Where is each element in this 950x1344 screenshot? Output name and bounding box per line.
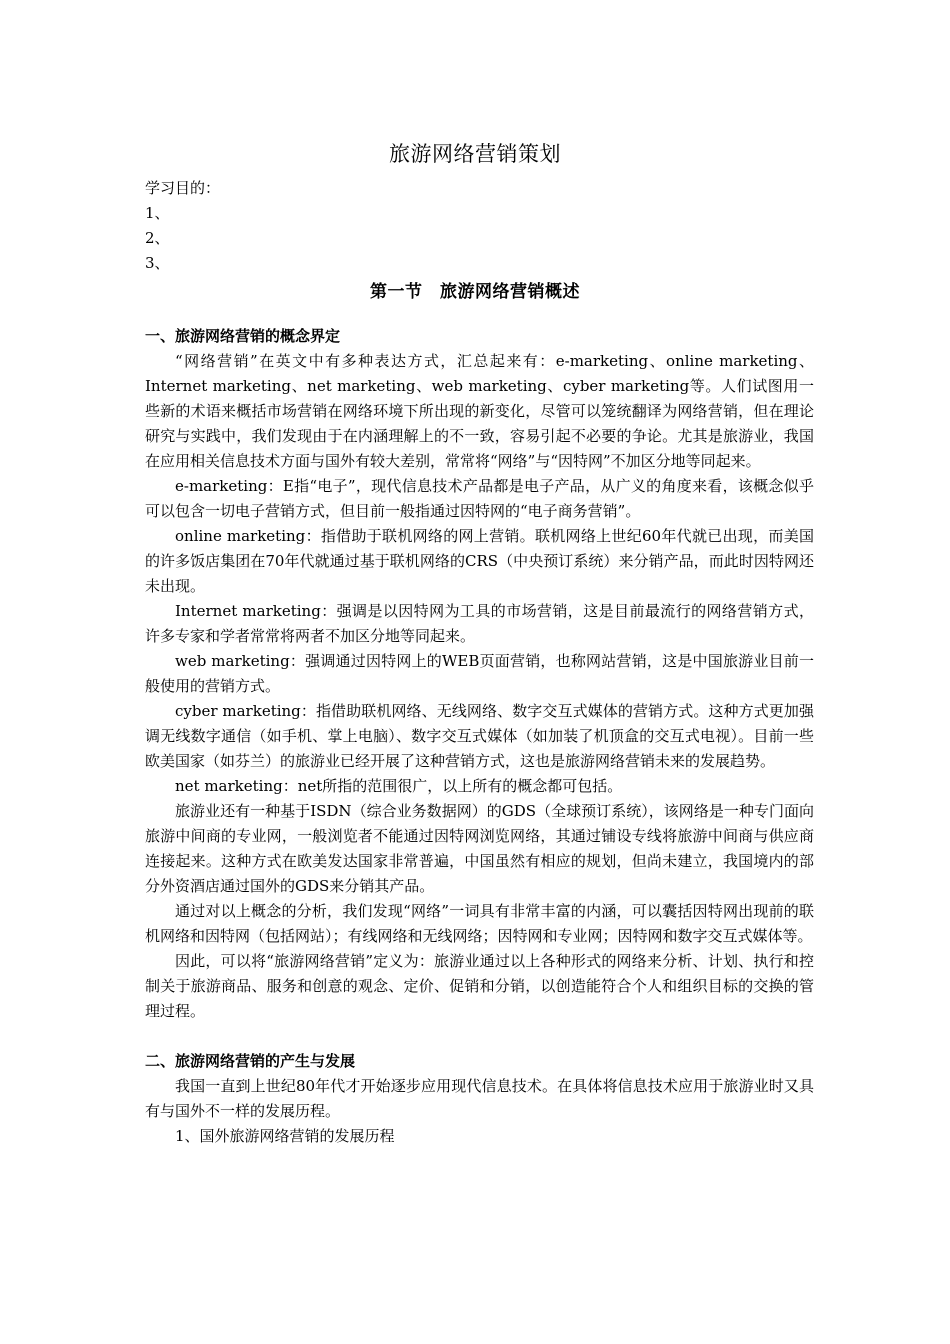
- spacer: [145, 1024, 814, 1049]
- paragraph: online marketing：指借助于联机网络的网上营销。联机网络上世纪60年代就已出现，而美国的许多饭店集团在70年代就通过基于联机网络的CRS（中央预订系统）来分销产品，而此时因特网还未出现。: [145, 527, 814, 595]
- document-title: 旅游网络营销策划: [389, 142, 561, 166]
- objective-item: 2、: [145, 229, 170, 247]
- paragraph: 我国一直到上世纪80年代才开始逐步应用现代信息技术。在具体将信息技术应用于旅游业时又具有与国外不一样的发展历程。: [145, 1077, 814, 1120]
- paragraph: web marketing：强调通过因特网上的WEB页面营销，也称网站营销，这是中国旅游业目前一般使用的营销方式。: [145, 652, 814, 695]
- document-body: [145, 324, 814, 1149]
- objectives-label: 学习目的：: [145, 179, 221, 197]
- paragraph: Internet marketing：强调是以因特网为工具的市场营销，这是目前最流行的网络营销方式，许多专家和学者常常将两者不加区分地等同起来。: [145, 602, 814, 645]
- paragraph: 旅游业还有一种基于ISDN（综合业务数据网）的GDS（全球预订系统），该网络是一种专门面向旅游中间商的专业网，一般浏览者不能通过因特网浏览网络，其通过铺设专线将旅游中间商与供应商连接起来。这种方式在欧美发达国家非常普遍，中国虽然有相应的规划，但尚未建立，我国境内的部分外资酒店通过国外的GDS来分销其产品。: [145, 802, 814, 895]
- paragraph: 因此，可以将“旅游网络营销”定义为：旅游业通过以上各种形式的网络来分析、计划、执行和控制关于旅游商品、服务和创意的观念、定价、促销和分销，以创造能符合个人和组织目标的交换的管理过程。: [145, 952, 814, 1020]
- paragraph: 1、国外旅游网络营销的发展历程: [175, 1127, 395, 1145]
- learning-objectives: [145, 176, 814, 276]
- objective-item: 1、: [145, 204, 170, 222]
- part1-heading: 一、旅游网络营销的概念界定: [145, 327, 341, 345]
- objective-item: 3、: [145, 254, 170, 272]
- section-title: 第一节 旅游网络营销概述: [370, 282, 580, 302]
- part2-heading: 二、旅游网络营销的产生与发展: [145, 1052, 356, 1070]
- paragraph: net marketing：net所指的范围很广，以上所有的概念都可包括。: [175, 777, 623, 795]
- paragraph: 通过对以上概念的分析，我们发现“网络”一词具有非常丰富的内涵，可以囊括因特网出现前的联机网络和因特网（包括网站）；有线网络和无线网络；因特网和专业网；因特网和数字交互式媒体等。: [145, 902, 814, 945]
- paragraph: “网络营销”在英文中有多种表达方式，汇总起来有：e-marketing、online marketing、Internet marketing、net marketing、web marketing、cyber marketing等。人们试图用一些新的术语来概括市场营销在网络环境下所出现的新变化，尽管可以笼统翻译为网络营销，但在理论研究与实践中，我们发现由于在内涵理解上的不一致，容易引起不必要的争论。尤其是旅游业，我国在应用相关信息技术方面与国外有较大差别，常常将“网络”与“因特网”不加区分地等同起来。: [145, 352, 814, 470]
- paragraph: cyber marketing：指借助联机网络、无线网络、数字交互式媒体的营销方式。这种方式更加强调无线数字通信（如手机、掌上电脑）、数字交互式媒体（如加装了机顶盒的交互式电视）。目前一些欧美国家（如芬兰）的旅游业已经开展了这种营销方式，这也是旅游网络营销未来的发展趋势。: [145, 702, 814, 770]
- paragraph: e-marketing：E指“电子”，现代信息技术产品都是电子产品，从广义的角度来看，该概念似乎可以包含一切电子营销方式，但目前一般指通过因特网的“电子商务营销”。: [145, 477, 814, 520]
